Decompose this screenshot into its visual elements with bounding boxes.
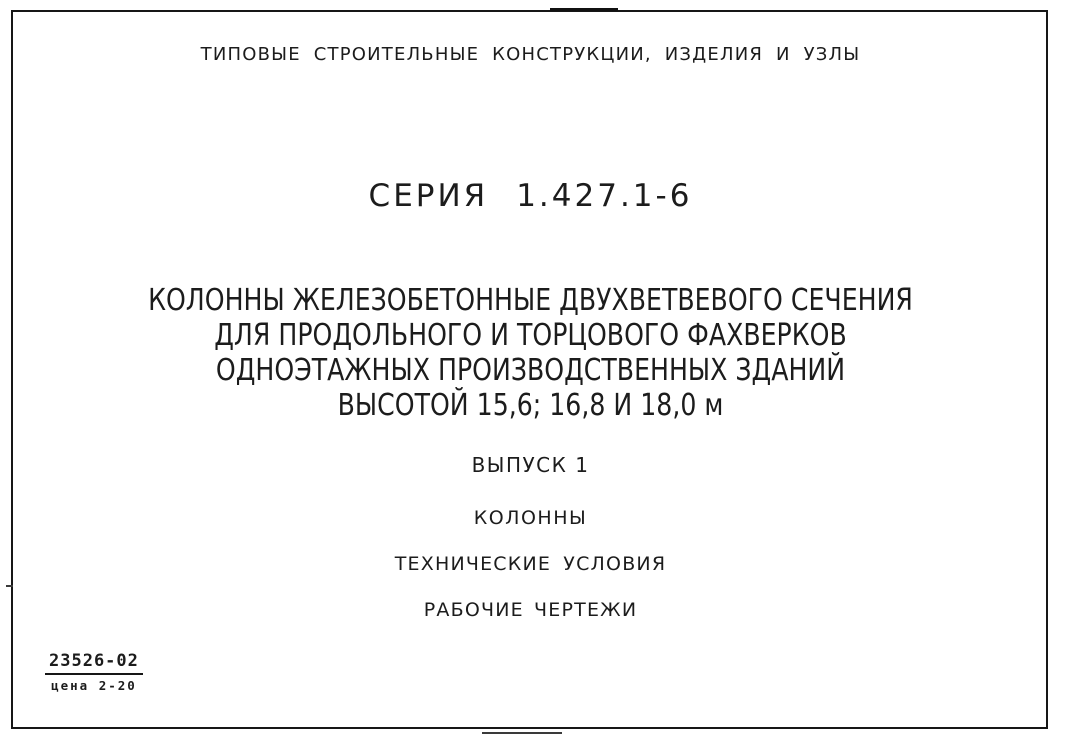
bottom-center-registration-mark	[482, 732, 562, 734]
left-registration-mark	[6, 585, 13, 587]
doc-type-working-drawings: РАБОЧИЕ ЧЕРТЕЖИ	[423, 599, 638, 621]
series-label: СЕРИЯ	[368, 178, 489, 214]
main-title-block	[12, 283, 1049, 423]
price-label: цена 2-20	[51, 678, 137, 693]
subject-label: КОЛОННЫ	[473, 507, 588, 529]
main-title-line-1: КОЛОННЫ ЖЕЛЕЗОБЕТОННЫЕ ДВУХВЕТВЕВОГО СЕЧЕНИЯ	[148, 283, 913, 318]
document-series-header: ТИПОВЫЕ СТРОИТЕЛЬНЫЕ КОНСТРУКЦИИ, ИЗДЕЛИЯ И УЗЛЫ	[200, 44, 861, 65]
issue-number: ВЫПУСК 1	[471, 453, 590, 477]
catalog-code: 23526-02	[45, 651, 143, 675]
main-title-line-3: ОДНОЭТАЖНЫХ ПРОИЗВОДСТВЕННЫХ ЗДАНИЙ	[215, 353, 846, 388]
series-title	[12, 178, 1049, 214]
main-title-line-2: ДЛЯ ПРОДОЛЬНОГО И ТОРЦОВОГО ФАХВЕРКОВ	[214, 318, 847, 353]
main-title-line-4: ВЫСОТОЙ 15,6; 16,8 И 18,0 м	[337, 388, 724, 423]
catalog-stamp	[45, 651, 143, 693]
top-center-registration-mark	[550, 8, 618, 11]
series-number: 1.427.1-6	[516, 178, 693, 214]
doc-type-technical-conditions: ТЕХНИЧЕСКИЕ УСЛОВИЯ	[394, 553, 667, 575]
